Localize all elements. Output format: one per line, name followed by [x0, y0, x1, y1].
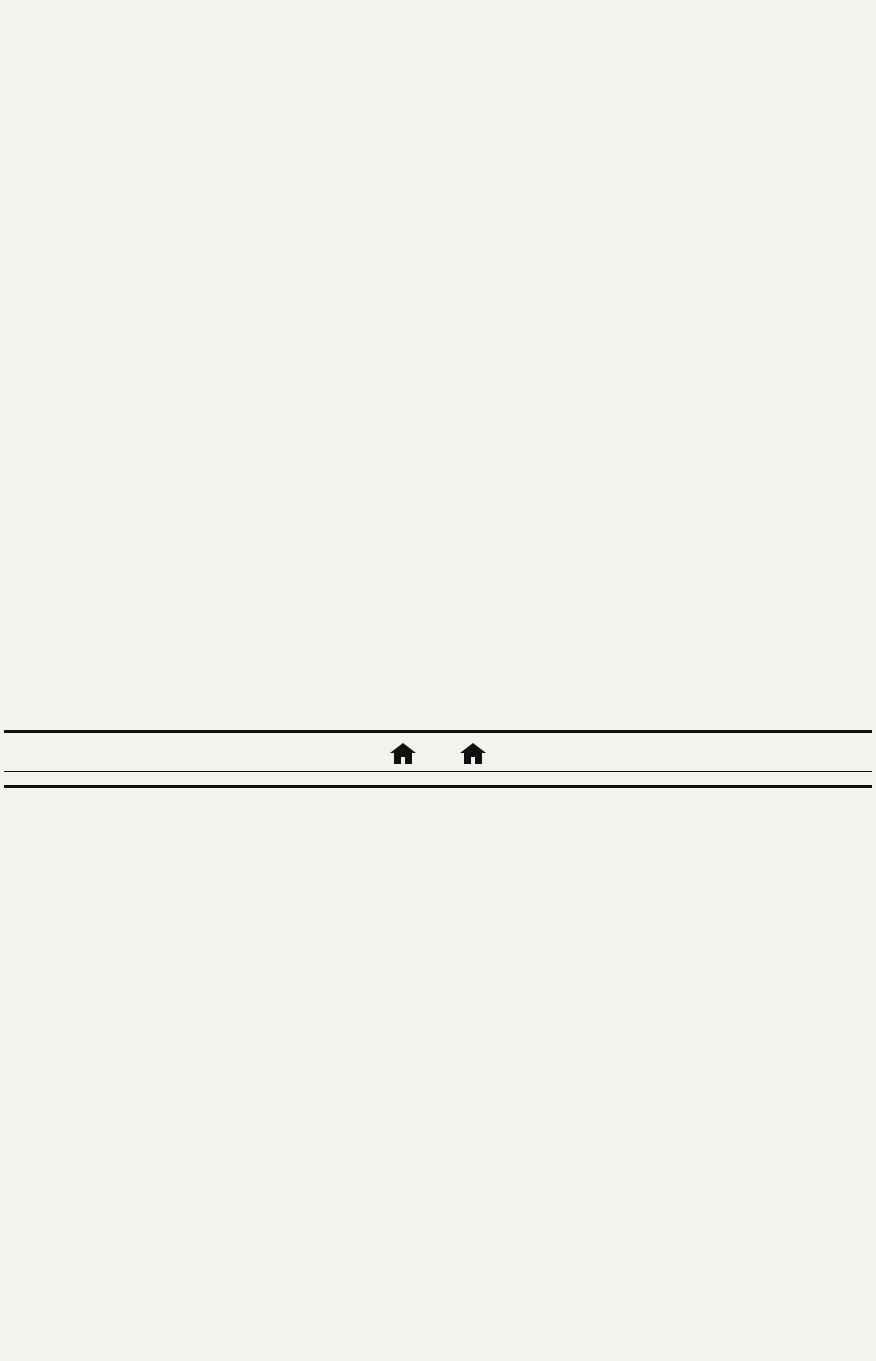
guide-title-row — [4, 733, 872, 771]
help-wanted-section — [4, 22, 872, 728]
guide-deadline-bar — [4, 771, 872, 774]
service-directory — [4, 786, 872, 1357]
house-icon — [458, 741, 488, 765]
home-service-guide-banner — [4, 730, 872, 788]
masthead — [4, 0, 872, 14]
house-icon — [388, 741, 418, 765]
